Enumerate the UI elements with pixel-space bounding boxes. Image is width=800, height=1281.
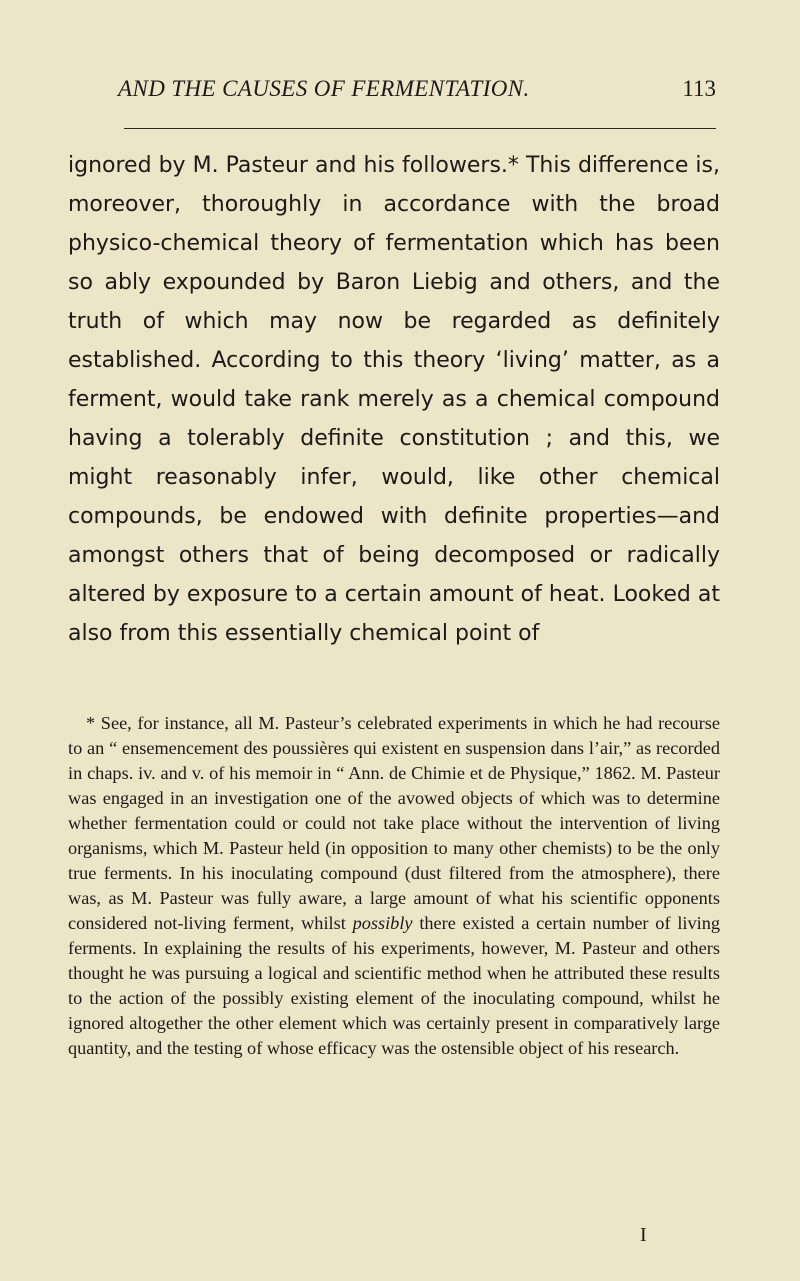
footnote-text-start: * See, for instance, all M. Pasteur’s celebrated experiments in which he had recourse to an “ ensemencement des poussières qui existent en suspension dans l’air,” as recorded in chaps. iv. and v. of his memoir in “ Ann. de Chimie et de Physique,” 1862. M. Pasteur was engaged in an investigation one of the avowed objects of which was to determine whether fermentation could or could not take place without the intervention of living organisms, which M. Pasteur held (in opposition to many other chemists) to be the only true ferments. In his inoculating compound (dust filtered from the atmosphere), there was, as M. Pasteur was fully aware, a large amount of what his scientific opponents considered not-living ferment, whilst	[68, 713, 720, 933]
header-rule	[124, 128, 716, 129]
footnote-italic-word: possibly	[352, 913, 413, 933]
signature-mark: I	[640, 1224, 647, 1246]
running-title: AND THE CAUSES OF FERMENTATION.	[118, 76, 530, 101]
footnote	[68, 711, 720, 1061]
body-paragraph: ignored by M. Pasteur and his followers.* This difference is, moreover, thoroughly in accordance with the broad physico-chemical theory of fermentation which has been so ably expounded by Baron Liebig and others, and the truth of which may now be regarded as definitely established. According to this theory ‘living’ matter, as a ferment, would take rank merely as a chemical compound having a tolerably definite constitution ; and this, we might reasonably infer, would, like other chemical compounds, be endowed with definite properties—and amongst others that of being decomposed or radically altered by exposure to a certain amount of heat. Looked at also from this essentially chemical point of	[68, 153, 720, 646]
running-header	[118, 76, 716, 116]
page-number: 113	[682, 76, 716, 101]
footnote-text-end: there existed a certain number of living ferments. In explaining the results of his experiments, however, M. Pasteur and others thought he was pursuing a logical and scientific method when he attributed these results to the action of the possibly existing element of the inoculating compound, whilst he ignored altogether the other element which was certainly present in comparatively large quantity, and the testing of whose efficacy was the ostensible object of his research.	[68, 913, 720, 1058]
